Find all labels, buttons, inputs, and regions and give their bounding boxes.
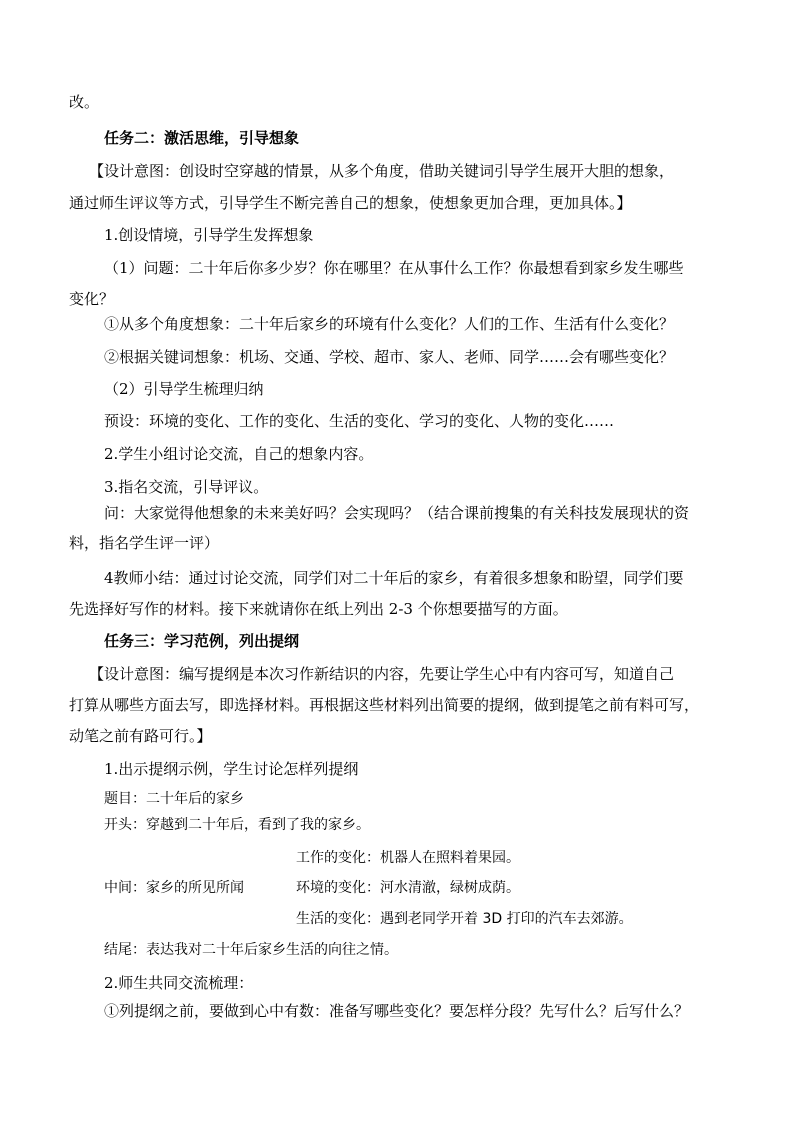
task-2-heading: 任务二：激活思维，引导想象 [104, 129, 300, 147]
preset: 预设：环境的变化、工作的变化、生活的变化、学习的变化、人物的变化…… [104, 412, 615, 430]
outline-work-change: 工作的变化：机器人在照料着果园。 [296, 850, 520, 866]
outline-middle: 中间：家乡的所见所闻 [104, 880, 244, 896]
task-3-heading: 任务三：学习范例，列出提纲 [104, 632, 300, 650]
design-intent: 【设计意图：编写提纲是本次习作新结识的内容，先要让学生心中有内容可写，知道自己 [89, 665, 675, 683]
question: （1）问题：二十年后你多少岁？你在哪里？在从事什么工作？你最想看到家乡发生哪些 [104, 259, 684, 277]
outline-opening: 开头：穿越到二十年后，看到了我的家乡。 [104, 817, 370, 833]
list-item: ①列提纲之前，要做到心中有数：准备写哪些变化？要怎样分段？先写什么？后写什么？ [104, 1002, 690, 1020]
step-heading: 1.创设情境，引导学生发挥想象 [104, 226, 314, 244]
teacher-summary: 4教师小结：通过讨论交流，同学们对二十年后的家乡，有着很多想象和盼望，同学们要 [104, 569, 684, 587]
outline-ending: 结尾：表达我对二十年后家乡生活的向往之情。 [104, 942, 398, 958]
outline-title: 题目：二十年后的家乡 [104, 791, 244, 807]
step-heading: 2.学生小组讨论交流，自己的想象内容。 [104, 445, 374, 463]
question: 变化？ [69, 290, 115, 308]
step-heading: 2.师生共同交流梳理： [104, 974, 254, 992]
design-intent: 动笔之前有路可行。】 [69, 727, 212, 745]
question: （2）引导学生梳理归纳 [104, 380, 264, 398]
list-item: ②根据关键词想象：机场、交通、学校、超市、家人、老师、同学……会有哪些变化？ [104, 348, 675, 366]
design-intent: 打算从哪些方面去写，即选择材料。再根据这些材料列出简要的提纲，做到提笔之前有料可写， [69, 696, 700, 714]
question: 问：大家觉得他想象的未来美好吗？会实现吗？（结合课前搜集的有关科技发展现状的资 [104, 504, 690, 522]
teacher-summary: 先选择好写作的材料。接下来就请你在纸上列出 2-3 个你想要描写的方面。 [69, 600, 568, 618]
text-line: 改。 [69, 93, 100, 111]
design-intent: 通过师生评议等方式，引导学生不断完善自己的想象，使想象更加合理，更加具体。】 [69, 194, 632, 212]
outline-life-change: 生活的变化：遇到老同学开着 3D 打印的汽车去郊游。 [296, 911, 633, 927]
outline-environment-change: 环境的变化：河水清澈，绿树成荫。 [296, 880, 520, 896]
design-intent: 【设计意图：创设时空穿越的情景，从多个角度，借助关键词引导学生展开大胆的想象， [89, 162, 675, 180]
step-heading: 1.出示提纲示例，学生讨论怎样列提纲 [104, 760, 359, 778]
question: 料，指名学生评一评） [69, 534, 220, 552]
list-item: ①从多个角度想象：二十年后家乡的环境有什么变化？人们的工作、生活有什么变化？ [104, 315, 675, 333]
step-heading: 3.指名交流，引导评议。 [104, 478, 269, 496]
